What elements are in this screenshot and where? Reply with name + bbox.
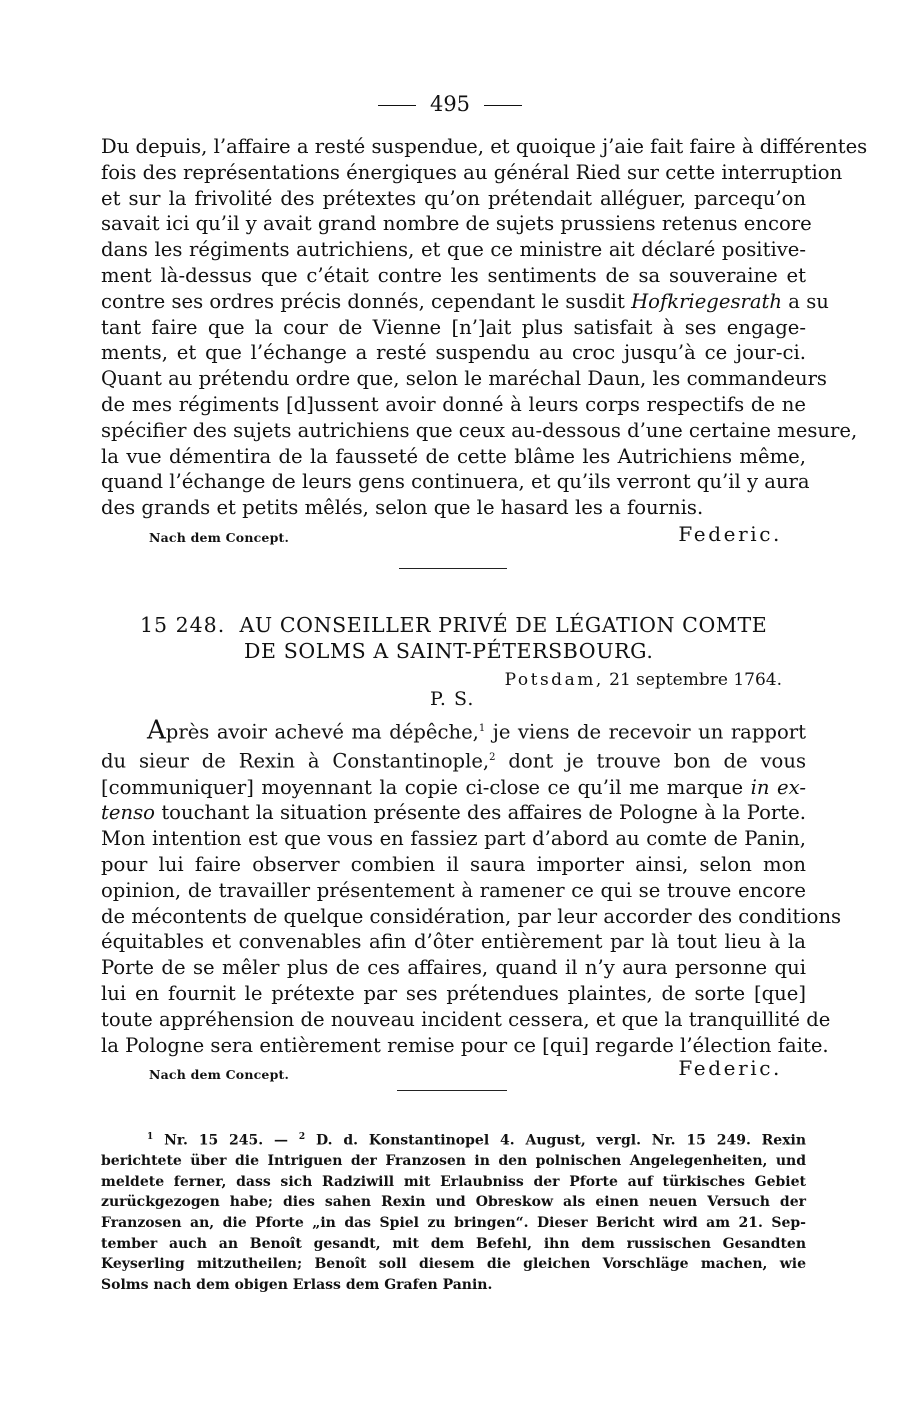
place: Potsdam, — [504, 670, 604, 690]
text-line: fois des représentations énergiques au général Ried sur cette interruption — [101, 160, 843, 184]
text-line: toute appréhension de nouveau incident cessera, et que la tranquillité de — [101, 1007, 831, 1031]
source-note-2: Nach dem Concept. — [149, 1067, 290, 1082]
text-line: la vue démentira de la fausseté de cette blâme les Autrichiens même, — [101, 444, 806, 468]
text-line: du sieur de Rexin à Constantinople,$^2$ dont je trouve bon de vous — [101, 749, 806, 773]
signature-1: Federic. — [678, 522, 782, 546]
page-number-dash-right — [484, 105, 522, 106]
section-separator — [399, 568, 507, 569]
text-line: pour lui faire observer combien il saura importer ainsi, selon mon — [101, 853, 806, 877]
text-line: et sur la frivolité des prétextes qu’on prétendait alléguer, parcequ’on — [101, 186, 806, 210]
text-line: de mes régiments [d]ussent avoir donné à leurs corps respectifs de ne — [101, 392, 806, 416]
letter-2-body — [101, 715, 842, 1058]
text-line: équitables et convenables afin d’ôter entièrement par là tout lieu à la — [101, 930, 806, 954]
place-date — [505, 670, 782, 690]
text-line: tant faire que la cour de Vienne [n’]ait plus satisfait à ses engage- — [101, 315, 806, 339]
text-line: des grands et petits mêlés, selon que le hasard les a fournis. — [101, 496, 704, 520]
text-line: spécifier des sujets autrichiens que ceux au-dessous d’une certaine mesure, — [101, 418, 858, 442]
footnotes — [101, 1127, 806, 1295]
letter-number: 15 248. — [140, 613, 226, 637]
text-line: de mécontents de quelque considération, par leur accorder des conditions — [101, 904, 842, 928]
letter-1-body — [101, 134, 868, 521]
page-number: 495 — [0, 91, 900, 117]
text-line: ment là-dessus que c’était contre les sentiments de sa souveraine et — [101, 263, 806, 287]
signature-2: Federic. — [678, 1056, 782, 1080]
text-line: savait ici qu’il y avait grand nombre de sujets prussiens retenus encore — [101, 212, 812, 236]
source-note-1: Nach dem Concept. — [149, 530, 290, 545]
italic-term: Hofkriegesrath — [631, 289, 783, 313]
drop-cap: A — [147, 715, 166, 746]
heading-line-2: DE SOLMS A SAINT-PÉTERSBOURG. — [244, 639, 654, 663]
text-line: Après avoir achevé ma dépêche,$^1$ je viens de recevoir un rapport — [147, 715, 806, 746]
text-line: [communiquer] moyennant la copie ci-close ce qu’il me marque in ex- — [101, 775, 806, 799]
footnote-line: Keyserling mitzutheilen; Benoît soll diesem die gleichen Vorschläge machen, wie — [101, 1256, 806, 1273]
text-line: contre ses ordres précis donnés, cependant le susdit Hofkriegesrath a su — [101, 289, 829, 313]
text-line: la Pologne sera entièrement remise pour ce [qui] regarde l’élection faite. — [101, 1033, 829, 1057]
letter-2-heading — [140, 612, 780, 664]
footnote-separator — [397, 1090, 507, 1091]
text-line: Porte de se mêler plus de ces affaires, quand il n’y aura personne qui — [101, 956, 806, 980]
page-number-dash-left — [378, 105, 416, 106]
footnote-line: Franzosen an, die Pforte „in das Spiel zu bringen“. Dieser Bericht wird am 21. Sep- — [101, 1215, 806, 1232]
italic-term: in ex- — [750, 775, 806, 799]
text-line: Mon intention est que vous en fassiez part d’abord au comte de Panin, — [101, 827, 806, 851]
footnote-line: Solms nach dem obigen Erlass dem Grafen Panin. — [101, 1276, 493, 1293]
text-line: ments, et que l’échange a resté suspendu au croc jusqu’à ce jour-ci. — [101, 341, 806, 365]
text-line: tenso touchant la situation présente des affaires de Pologne à la Porte. — [101, 801, 806, 825]
footnote-line: zurückgezogen habe; dies sahen Rexin und Obreskow als einen neuen Versuch der — [101, 1194, 806, 1211]
footnote-ref: 1 — [478, 723, 486, 734]
heading-line-1: AU CONSEILLER PRIVÉ DE LÉGATION COMTE — [239, 613, 768, 637]
text-line: opinion, de travailler présentement à ramener ce qui se trouve encore — [101, 878, 806, 902]
footnote-mark: 1 — [147, 1132, 154, 1142]
postscript-label: P. S. — [430, 688, 475, 710]
text-line: dans les régiments autrichiens, et que ce ministre ait déclaré positive- — [101, 238, 806, 262]
text-line: Quant au prétendu ordre que, selon le maréchal Daun, les commandeurs — [101, 367, 827, 391]
footnote-line: tember auch an Benoît gesandt, mit dem Befehl, ihn dem russischen Gesandten — [101, 1235, 806, 1252]
footnote-ref: 2 — [489, 752, 496, 764]
footnote-line: berichtete über die Intriguen der Franzosen in den polnischen Angelegenheiten, und — [101, 1153, 806, 1170]
text-line: Du depuis, l’affaire a resté suspendue, et quoique j’aie fait faire à différentes — [101, 135, 868, 158]
italic-term: tenso — [101, 801, 155, 825]
footnote-line: meldete ferner, dass sich Radziwill mit Erlaubniss der Pforte auf türkisches Gebiet — [101, 1173, 806, 1190]
text-line: lui en fournit le prétexte par ses prétendues plaintes, de sorte [que] — [101, 982, 806, 1006]
date: 21 septembre 1764. — [609, 670, 782, 690]
text-line: quand l’échange de leurs gens continuera, et qu’ils verront qu’il y aura — [101, 470, 810, 494]
footnote-mark: 2 — [298, 1132, 306, 1142]
footnote-line: $^1$ Nr. 15 245. — $^2$ D. d. Konstantinopel 4. August, vergl. Nr. 15 249. Rexin — [147, 1132, 807, 1149]
